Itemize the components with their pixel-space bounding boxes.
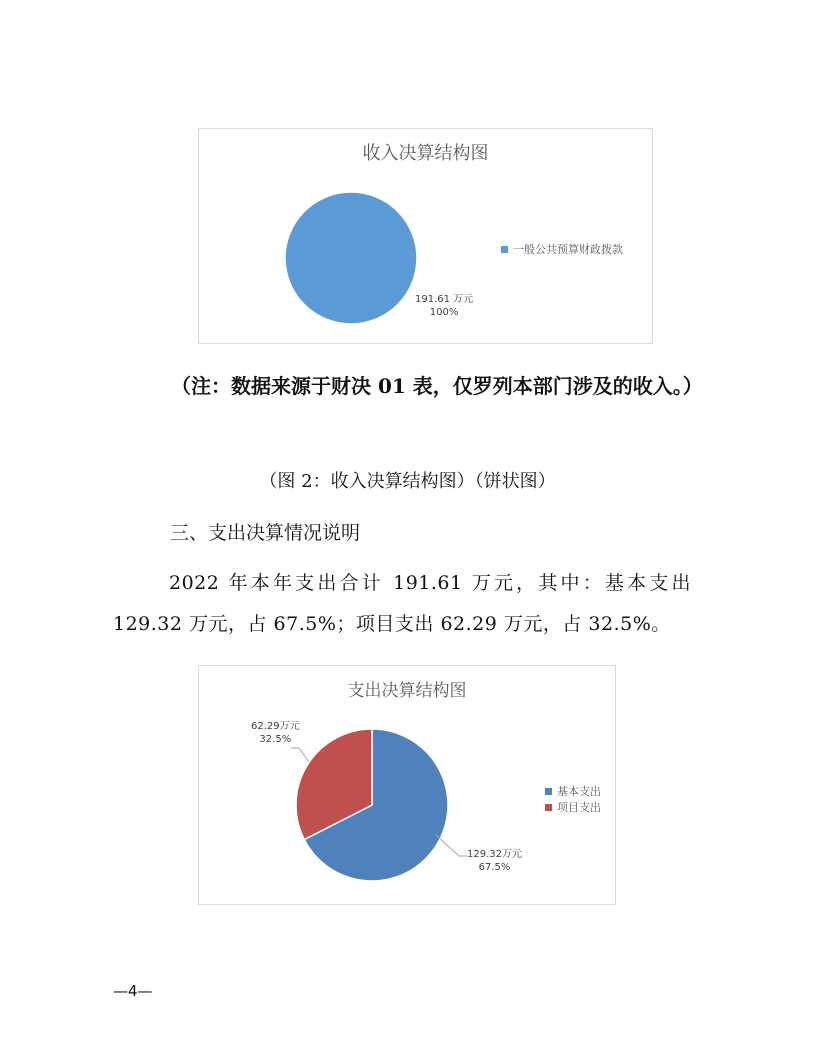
legend-swatch <box>501 246 508 253</box>
figure-caption: （图 2：收入决算结构图）（饼状图） <box>259 471 556 492</box>
slice-percent-label: 32.5% <box>259 734 292 745</box>
chart-legend <box>501 241 623 257</box>
slice-percent-label: 67.5% <box>478 862 511 873</box>
slice-value-label: 129.32万元 <box>467 849 522 860</box>
chart-legend <box>545 783 601 815</box>
income-structure-chart <box>198 128 653 344</box>
chart-title: 支出决算结构图 <box>347 681 467 701</box>
leader-line <box>291 748 309 762</box>
slice-value-label: 62.29万元 <box>251 721 300 732</box>
chart-title: 收入决算结构图 <box>362 143 489 164</box>
legend-swatch <box>545 804 552 811</box>
legend-label: 基本支出 <box>557 785 601 798</box>
slice-data-label <box>415 293 473 319</box>
legend-item <box>545 783 601 799</box>
legend-item <box>545 799 601 815</box>
slice-data-label <box>251 720 300 746</box>
slice-data-label <box>467 848 522 874</box>
legend-item <box>501 241 623 257</box>
slice-value-label: 191.61 万元 <box>415 294 474 305</box>
pie-slice-1 <box>285 192 417 324</box>
page-number: —4— <box>113 982 153 1000</box>
legend-label: 项目支出 <box>557 801 601 814</box>
section-heading: 三、支出决算情况说明 <box>170 522 361 544</box>
expenditure-paragraph: 2022 年本年支出合计 191.61 万元，其中：基本支出 129.32 万元，占 67.5%；项目支出 62.29 万元，占 32.5%。 <box>113 572 691 635</box>
slice-percent-label: 100% <box>429 307 459 318</box>
legend-swatch <box>545 788 552 795</box>
legend-label: 一般公共预算财政拨款 <box>513 243 623 256</box>
expenditure-structure-chart <box>198 665 616 905</box>
data-source-note: （注：数据来源于财决 01 表，仅罗列本部门涉及的收入。） <box>171 374 703 398</box>
